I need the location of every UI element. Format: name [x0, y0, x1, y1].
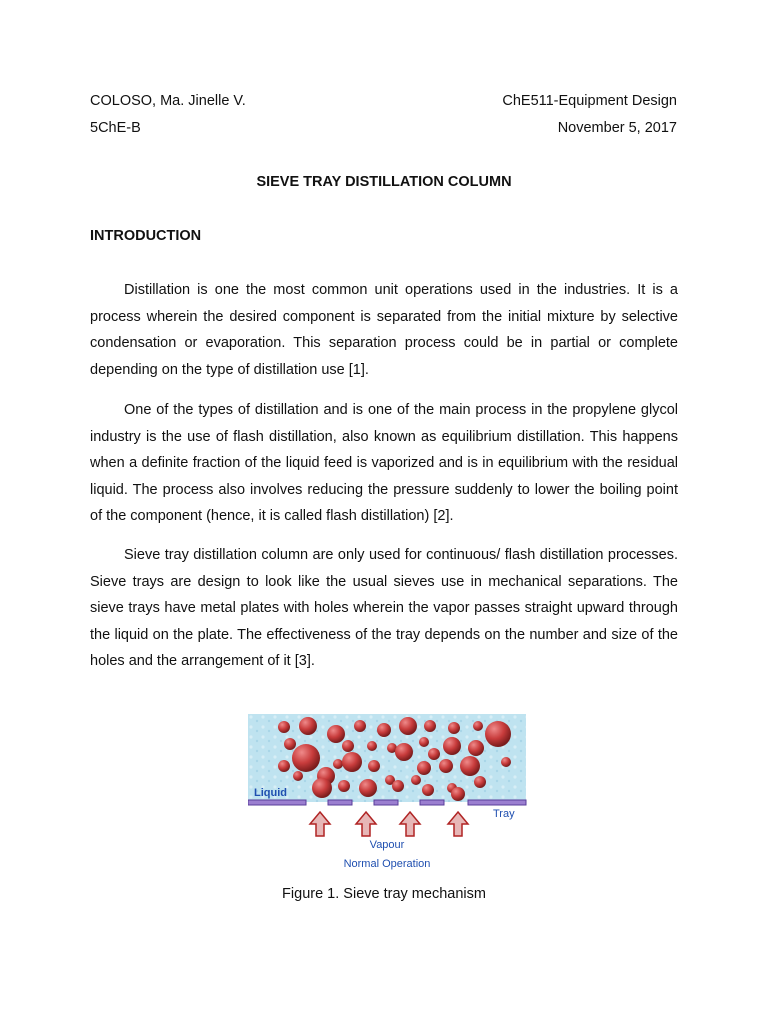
- liquid-label: Liquid: [254, 787, 287, 799]
- figure-caption: Figure 1. Sieve tray mechanism: [282, 886, 486, 902]
- document-date: November 5, 2017: [557, 120, 677, 136]
- tray-label: Tray: [493, 808, 515, 820]
- vapour-arrows: [310, 812, 468, 836]
- section-heading-introduction: INTRODUCTION: [90, 228, 202, 244]
- intro-paragraph-3: Sieve tray distillation column are only used for continuous/ flash distillation processes. Sieve trays are design to look like the usual sieves use in mechanical separations. The sieve trays have metal plates with holes wherein the vapor passes straight upward through the liquid on the plate. The effectiveness of the tray depends on the number and size of the holes and the arrangement of it [3].: [90, 547, 678, 669]
- sieve-tray: [248, 800, 526, 805]
- intro-paragraph-2: One of the types of distillation and is one of the main process in the propylene glycol industry is the use of flash distillation, also known as equilibrium distillation. This happens when a definite fraction of the liquid feed is vaporized and is in equilibrium with the residual liquid. The process also involves reducing the pressure suddenly to lower the boiling point of the component (hence, it is called flash distillation) [2].: [90, 402, 678, 524]
- operation-mode-label: Normal Operation: [343, 858, 431, 870]
- document-title: SIEVE TRAY DISTILLATION COLUMN: [256, 174, 512, 190]
- course-code: ChE511-Equipment Design: [502, 93, 677, 109]
- class-section: 5ChE-B: [90, 120, 141, 136]
- sieve-tray-figure: [248, 714, 528, 874]
- sieve-tray-diagram: [248, 714, 528, 874]
- intro-paragraph-1: Distillation is one the most common unit operations used in the industries. It is a process wherein the desired component is separated from the initial mixture by selective condensation or evaporation. This separation process could be in partial or complete depending on the type of distillation use [1].: [90, 282, 678, 378]
- author-name: COLOSO, Ma. Jinelle V.: [90, 93, 246, 109]
- vapour-label: Vapour: [369, 839, 405, 851]
